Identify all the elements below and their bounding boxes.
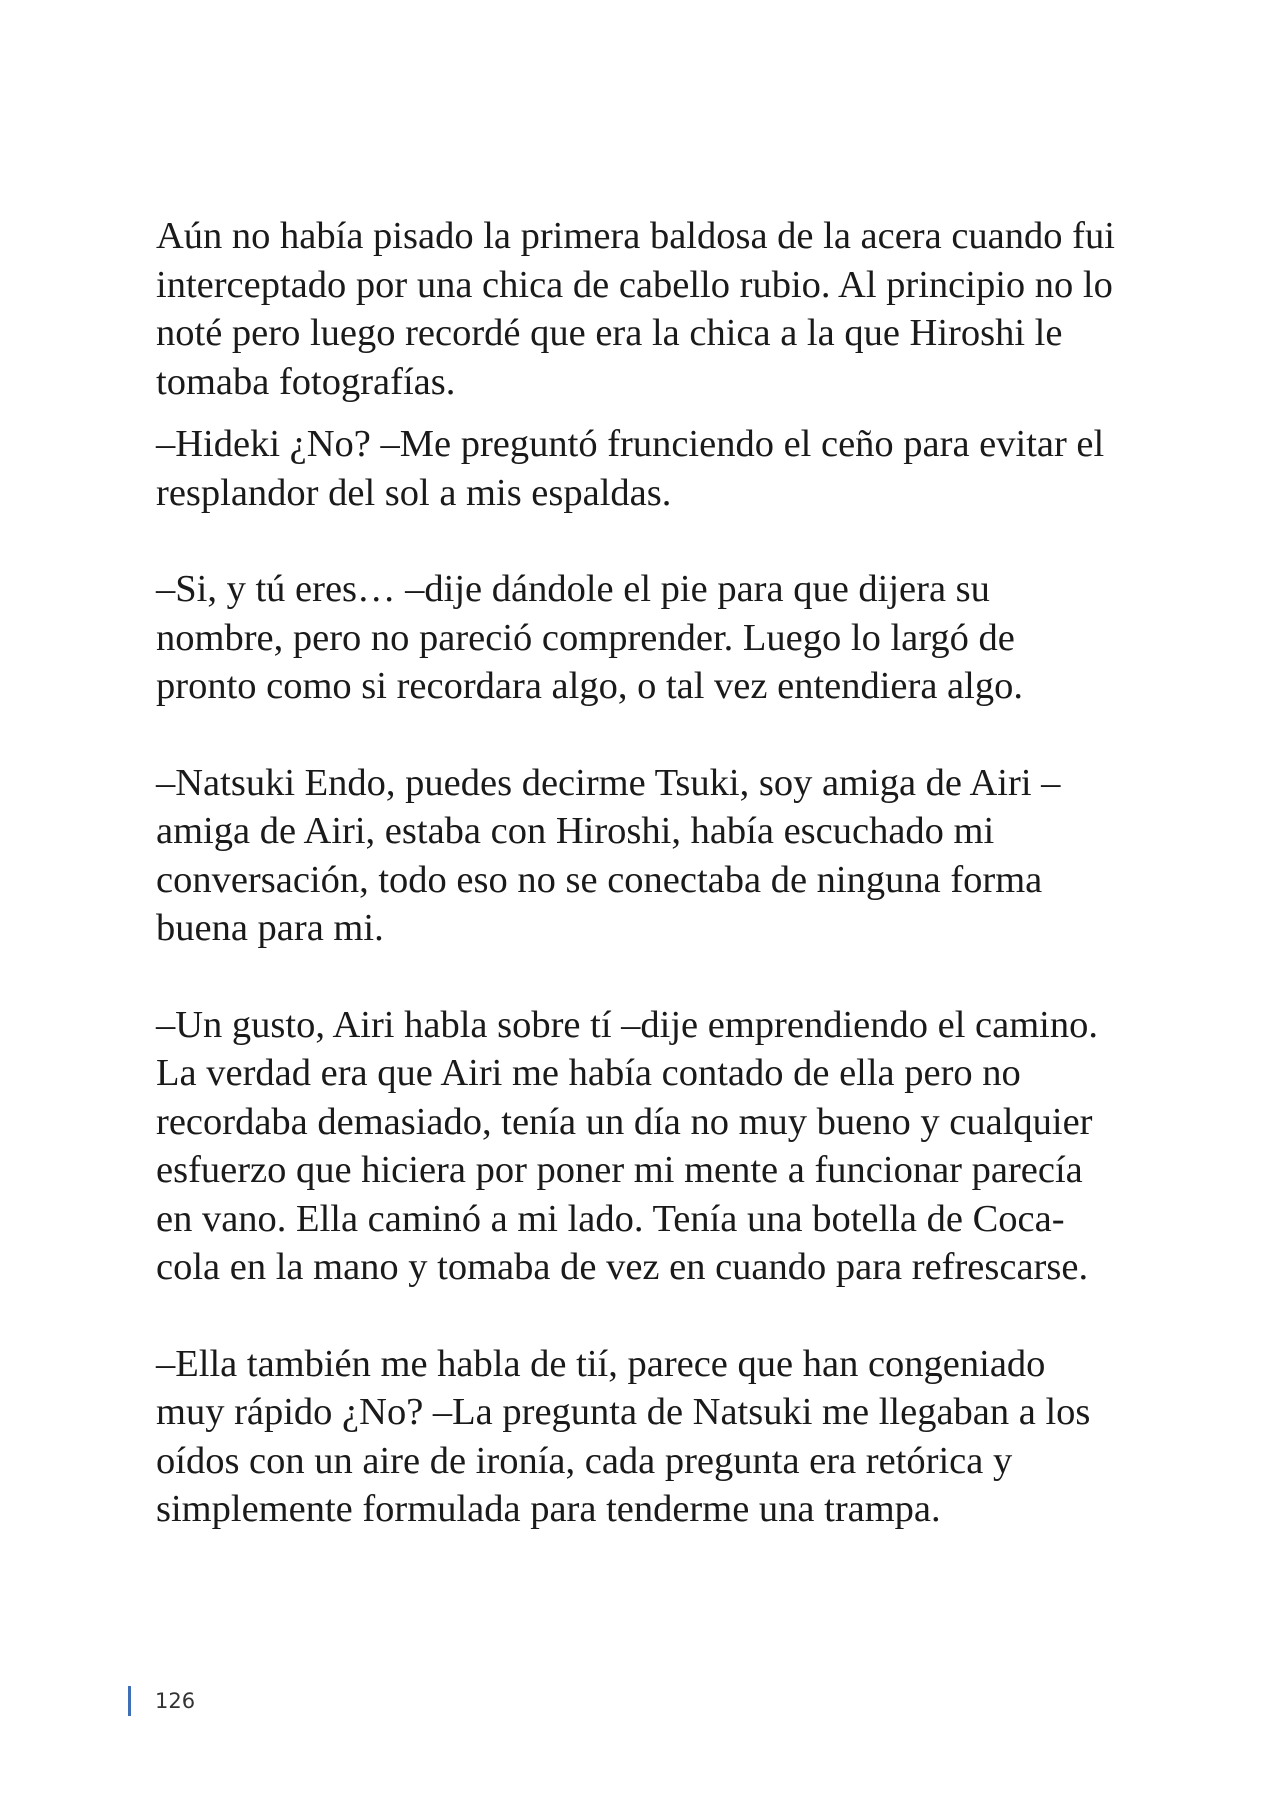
page-number: 126 — [155, 1689, 196, 1713]
paragraph-6: –Ella también me habla de tií, parece que han congeniado muy rápido ¿No? –La pregunta de Natsuki me llegaban a los oídos con un aire de ironía, cada pregunta era retórica y simplemente formulada para tenderme una trampa. — [156, 1342, 1091, 1530]
body-text — [156, 212, 1136, 1534]
paragraph-5: –Un gusto, Airi habla sobre tí –dije emprendiendo el camino. La verdad era que Airi me había contado de ella pero no recordaba demasiado, tenía un día no muy bueno y cualquier esfuerzo que hiciera por poner mi mente a funcionar parecía en vano. Ella caminó a mi lado. Tenía una botella de Coca- cola en la mano y tomaba de vez en cuando para refrescarse. — [156, 1003, 1098, 1288]
paragraph-2: –Hideki ¿No? –Me preguntó frunciendo el ceño para evitar el resplandor del sol a mis espaldas. — [156, 423, 1105, 514]
paragraph-4: –Natsuki Endo, puedes decirme Tsuki, soy amiga de Airi – amiga de Airi, estaba con Hiroshi, había escuchado mi conversación, todo eso no se conectaba de ninguna forma buena para mi. — [156, 761, 1061, 949]
paragraph-1: Aún no había pisado la primera baldosa de la acera cuando fui interceptado por una chica de cabello rubio. Al principio no lo noté pero luego recordé que era la chica a la que Hiroshi le tomaba fotografías. — [156, 215, 1115, 403]
page-footer — [128, 1686, 195, 1716]
footer-accent-bar — [128, 1686, 131, 1716]
paragraph-3: –Si, y tú eres… –dije dándole el pie para que dijera su nombre, pero no pareció comprender. Luego lo largó de pronto como si recordara algo, o tal vez entendiera algo. — [156, 568, 1023, 707]
